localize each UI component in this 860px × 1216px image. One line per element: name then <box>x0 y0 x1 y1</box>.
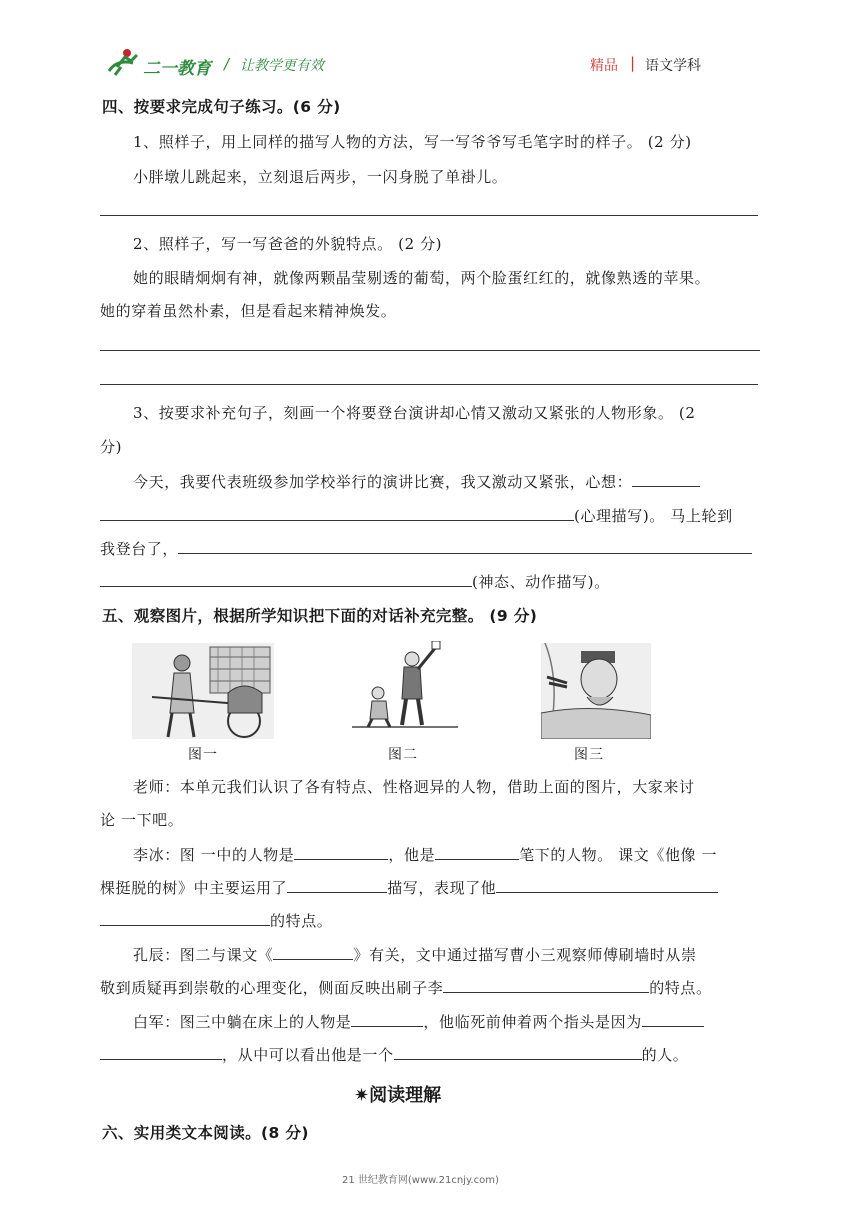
baijun-blank-reason-cont[interactable] <box>100 1043 222 1060</box>
header-separator: / <box>224 55 230 73</box>
q3-text-2: (心理描写)。 马上轮到 <box>574 507 733 525</box>
libing-blank-trait[interactable] <box>496 876 718 893</box>
q2-answer-line-1[interactable] <box>100 350 760 351</box>
reading-heading <box>354 1081 441 1107</box>
q2-prompt: 2、照样子，写一写爸爸的外貌特点。 (2 分) <box>133 235 443 253</box>
q3-prompt-line1: 3、按要求补充句子，刻画一个将要登台演讲却心情又激动又紧张的人物形象。 (2 <box>133 404 696 422</box>
baijun-blank-reason[interactable] <box>642 1010 704 1027</box>
q1-example: 小胖墩儿跳起来，立刻退后两步，一闪身脱了单褂儿。 <box>133 168 508 186</box>
q3-blank-4[interactable] <box>100 570 472 587</box>
kongchen-line-2 <box>100 976 712 998</box>
kongchen-text-c: 敬到质疑再到崇敬的心理变化，侧面反映出刷子李 <box>100 979 444 997</box>
kongchen-text-a: 孔辰：图二与课文《 <box>133 946 274 964</box>
figure2-caption: 图二 <box>388 747 418 763</box>
q3-blank-2[interactable] <box>100 504 574 521</box>
premium-tag: 精品 <box>590 58 618 74</box>
q1-answer-line[interactable] <box>100 215 758 216</box>
q2-answer-line-2[interactable] <box>100 384 758 385</box>
header-pipe: | <box>630 54 636 72</box>
baijun-text-a: 白军：图三中躺在床上的人物是 <box>133 1013 352 1031</box>
kongchen-text-b: 》有关，文中通过描写曹小三观察师傅刷墙时从崇 <box>353 946 697 964</box>
subject-tag: 语文学科 <box>645 58 701 74</box>
teacher-line-2: 论 一下吧。 <box>100 811 184 829</box>
baijun-text-b: ，他临死前伸着两个指头是因为 <box>423 1013 642 1031</box>
kongchen-text-d: 的特点。 <box>649 979 712 997</box>
baijun-blank-person[interactable] <box>351 1010 423 1027</box>
q2-example-line2: 她的穿着虽然朴素，但是看起来精神焕发。 <box>100 302 397 320</box>
libing-text-a: 李冰：图 一中的人物是 <box>133 846 295 864</box>
star-icon: ✷ <box>354 1085 370 1106</box>
libing-line-1 <box>133 843 717 865</box>
libing-text-f: 的特点。 <box>270 912 333 930</box>
q3-text-4: (神态、动作描写)。 <box>472 573 610 591</box>
brand-slogan: 让教学更有效 <box>240 58 324 74</box>
kongchen-blank-trait[interactable] <box>443 976 649 993</box>
section4-title: 四、按要求完成句子练习。(6 分) <box>102 98 341 116</box>
baijun-text-d: 的人。 <box>641 1046 689 1064</box>
libing-text-b: ，他是 <box>388 846 436 864</box>
libing-blank-trait-cont[interactable] <box>100 909 270 926</box>
libing-blank-author[interactable] <box>435 843 519 860</box>
baijun-text-c: ，从中可以看出他是一个 <box>222 1046 394 1064</box>
figure1-caption: 图一 <box>188 747 218 763</box>
q3-sentence-2 <box>100 504 733 526</box>
kongchen-line-1 <box>133 943 697 965</box>
figure2-painter-illustration <box>352 641 458 733</box>
q3-sentence-4 <box>100 570 610 592</box>
baijun-blank-character[interactable] <box>394 1043 642 1060</box>
q3-blank-1[interactable] <box>632 470 700 487</box>
q1-prompt: 1、照样子，用上同样的描写人物的方法，写一写爷爷写毛笔字时的样子。 (2 分) <box>133 133 692 151</box>
q3-text-3: 我登台了， <box>100 540 179 558</box>
libing-blank-method[interactable] <box>287 876 387 893</box>
figure1-rickshaw-illustration <box>132 643 274 739</box>
libing-text-d: 棵挺脱的树》中主要运用了 <box>100 879 288 897</box>
brand-name: 二一教育 <box>143 59 211 79</box>
reading-title: 阅读理解 <box>369 1085 442 1106</box>
footer-text: 21 世纪教育网(www.21cnjy.com) <box>342 1175 499 1186</box>
q3-text-1: 今天，我要代表班级参加学校举行的演讲比赛，我又激动又紧张，心想： <box>133 473 633 491</box>
kongchen-blank-title[interactable] <box>273 943 353 960</box>
q3-blank-3[interactable] <box>178 537 752 554</box>
figure3-bedridden-man-illustration <box>541 643 651 739</box>
teacher-line-1: 老师：本单元我们认识了各有特点、性格迥异的人物，借助上面的图片，大家来讨 <box>133 778 695 796</box>
section5-title: 五、观察图片，根据所学知识把下面的对话补充完整。 (9 分) <box>102 607 538 625</box>
libing-line-3 <box>100 909 332 931</box>
q3-sentence-1 <box>133 470 700 492</box>
libing-text-e: 描写，表现了他 <box>387 879 497 897</box>
libing-text-c: 笔下的人物。 课文《他像 一 <box>519 846 718 864</box>
q3-prompt-line2: 分) <box>100 438 123 456</box>
q2-example-line1: 她的眼睛炯炯有神，就像两颗晶莹剔透的葡萄，两个脸蛋红红的，就像熟透的苹果。 <box>133 269 711 287</box>
libing-blank-person[interactable] <box>294 843 388 860</box>
baijun-line-1 <box>133 1010 704 1032</box>
brand-logo-icon <box>103 45 143 79</box>
q3-sentence-3 <box>100 537 752 559</box>
figure3-caption: 图三 <box>574 747 604 763</box>
libing-line-2 <box>100 876 718 898</box>
section6-title: 六、实用类文本阅读。(8 分) <box>102 1124 309 1142</box>
baijun-line-2 <box>100 1043 688 1065</box>
